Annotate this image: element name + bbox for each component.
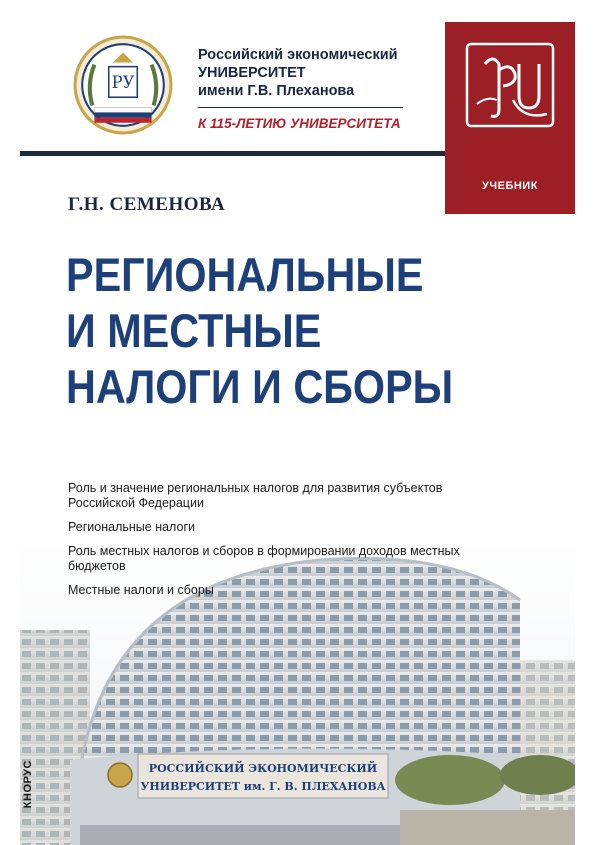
list-item: Роль и значение региональных налогов для развития субъектов Российской Федерации xyxy=(68,481,443,510)
author-name: Г.Н. СЕМЕНОВА xyxy=(68,194,226,215)
title-line: НАЛОГИ И СБОРЫ xyxy=(66,360,454,413)
divider xyxy=(198,107,403,108)
book-cover xyxy=(20,0,575,845)
university-line: Российский экономический xyxy=(198,47,398,63)
title-line: И МЕСТНЫЕ xyxy=(66,304,322,357)
university-seal-icon xyxy=(72,34,174,136)
university-line: имени Г.В. Плеханова xyxy=(198,83,355,99)
book-type-label: УЧЕБНИК xyxy=(482,180,538,192)
university-line: УНИВЕРСИТЕТ xyxy=(198,65,306,81)
publisher-panel xyxy=(445,22,575,214)
university-name xyxy=(198,46,403,100)
contents-list xyxy=(68,481,468,607)
list-item: Местные налоги и сборы xyxy=(68,583,214,597)
building-sign-line: УНИВЕРСИТЕТ им. Г. В. ПЛЕХАНОВА xyxy=(140,780,386,793)
book-title xyxy=(66,247,506,415)
publisher-name: КНОРУС xyxy=(22,760,34,809)
building-sign-line: РОССИЙСКИЙ ЭКОНОМИЧЕСКИЙ xyxy=(148,762,378,775)
header-bar xyxy=(20,151,445,156)
rue-monogram-icon xyxy=(463,40,557,130)
list-item: Роль местных налогов и сборов в формировании доходов местных бюджетов xyxy=(68,544,460,573)
svg-text:РУ: РУ xyxy=(111,73,135,93)
title-line: РЕГИОНАЛЬНЫЕ xyxy=(66,248,424,301)
anniversary-label: К 115-ЛЕТИЮ УНИВЕРСИТЕТА xyxy=(198,116,401,131)
list-item: Региональные налоги xyxy=(68,520,195,534)
